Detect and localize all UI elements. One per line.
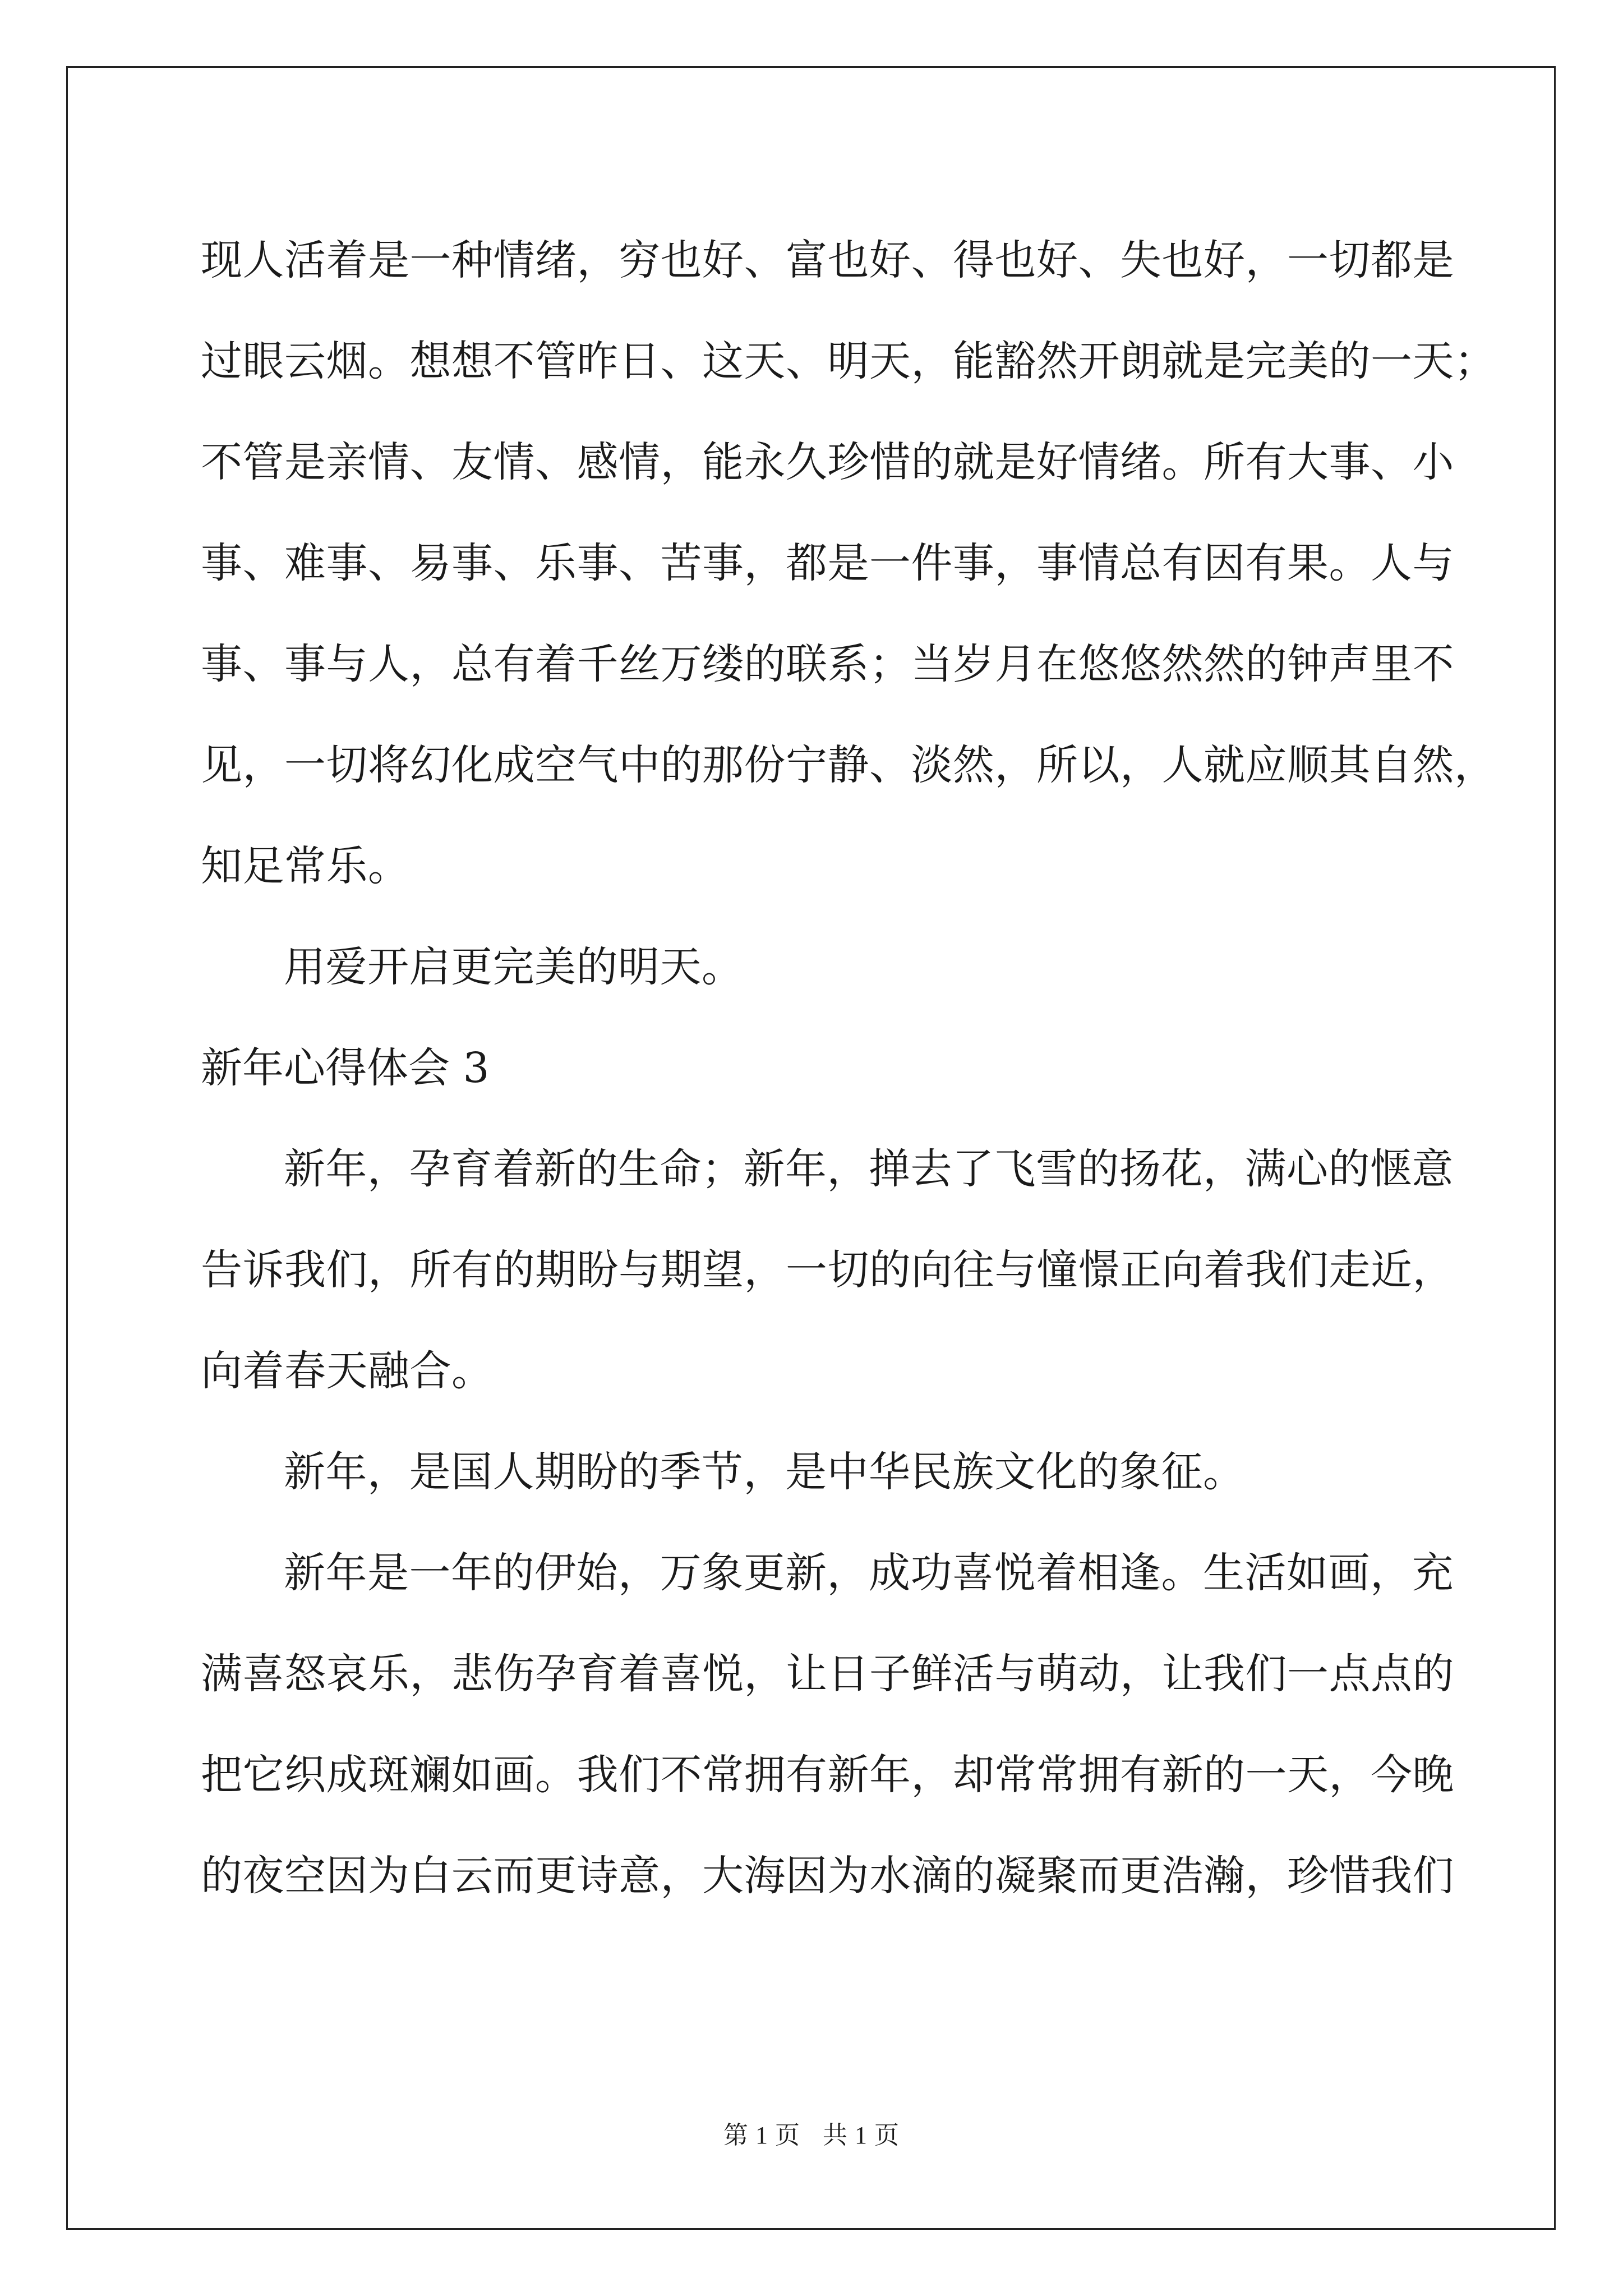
text-line: 知足常乐。 — [201, 842, 410, 890]
text-line: 满喜怒哀乐，悲伤孕育着喜悦，让日子鲜活与萌动，让我们一点点的 — [201, 1650, 1454, 1698]
text-line: 不管是亲情、友情、感情，能永久珍惜的就是好情绪。所有大事、小 — [201, 438, 1454, 486]
text-line: 用爱开启更完美的明天。 — [284, 943, 744, 991]
paragraph-5 — [201, 1522, 1491, 1926]
section-heading: 新年心得体会 3 — [201, 1044, 490, 1092]
text-line: 事、事与人，总有着千丝万缕的联系；当岁月在悠悠然然的钟声里不 — [201, 640, 1454, 688]
page-number: 第 1 页 — [723, 2122, 800, 2149]
page-footer — [0, 2115, 1623, 2151]
page-total: 共 1 页 — [823, 2122, 900, 2149]
document-body — [201, 210, 1496, 1926]
text-line: 把它织成斑斓如画。我们不常拥有新年，却常常拥有新的一天，今晚 — [201, 1751, 1454, 1799]
text-line: 现人活着是一种情绪，穷也好、富也好、得也好、失也好，一切都是 — [201, 236, 1454, 284]
text-line: 事、难事、易事、乐事、苦事，都是一件事，事情总有因有果。人与 — [201, 539, 1454, 587]
text-line: 告诉我们，所有的期盼与期望，一切的向往与憧憬正向着我们走近， — [201, 1246, 1454, 1294]
paragraph-1 — [201, 210, 1496, 917]
text-line: 新年，是国人期盼的季节，是中华民族文化的象征。 — [284, 1448, 1245, 1496]
text-line: 过眼云烟。想想不管昨日、这天、明天，能豁然开朗就是完美的一天； — [201, 337, 1496, 385]
paragraph-4 — [201, 1421, 1491, 1522]
text-line: 见，一切将幻化成空气中的那份宁静、淡然，所以，人就应顺其自然， — [201, 741, 1496, 789]
paragraph-2 — [201, 917, 1491, 1018]
text-line: 新年是一年的伊始，万象更新，成功喜悦着相逢。生活如画，充 — [284, 1549, 1454, 1597]
text-line: 的夜空因为白云而更诗意，大海因为水滴的凝聚而更浩瀚，珍惜我们 — [201, 1852, 1454, 1900]
text-line: 新年，孕育着新的生命；新年，掸去了飞雪的扬花，满心的惬意 — [284, 1145, 1454, 1193]
paragraph-3 — [201, 1119, 1491, 1421]
text-line: 向着春天融合。 — [201, 1347, 494, 1395]
